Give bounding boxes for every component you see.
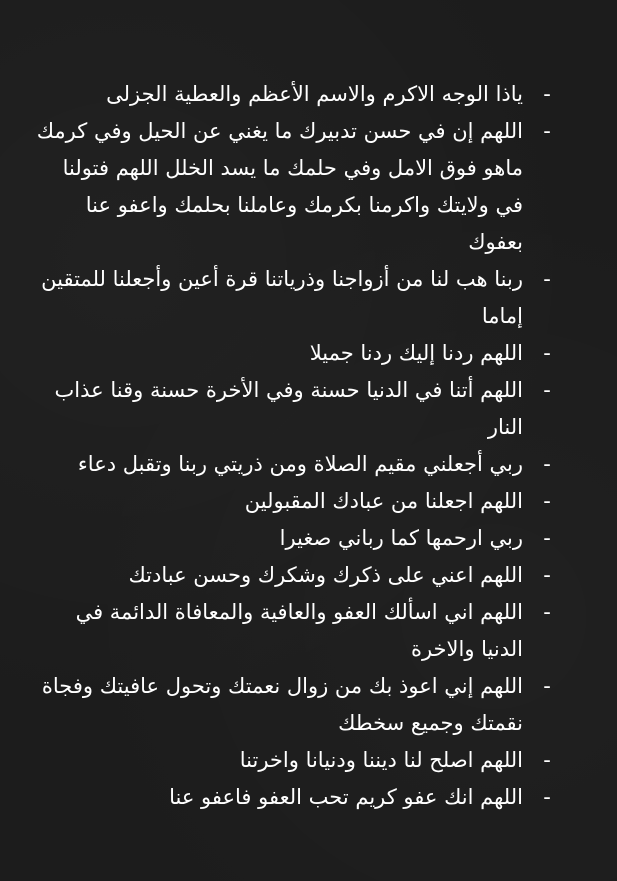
dua-item: [36, 261, 557, 335]
dua-text: ياذا الوجه الاكرم والاسم الأعظم والعطية الجزلى: [106, 82, 523, 106]
dua-text: اللهم أتنا في الدنيا حسنة وفي الأخرة حسنة وقنا عذاب النار: [54, 378, 523, 439]
dash-bullet: -: [543, 563, 551, 587]
dash-bullet: -: [543, 489, 551, 513]
dua-item: [36, 668, 557, 742]
dash-bullet: -: [543, 600, 551, 624]
dua-item: [36, 446, 557, 483]
dua-text: ربي ارحمها كما رباني صغيرا: [279, 526, 523, 550]
dash-bullet: -: [543, 267, 551, 291]
dua-text: اللهم انك عفو كريم تحب العفو فاعفو عنا: [169, 785, 523, 809]
dua-item: [36, 76, 557, 113]
dua-text: اللهم اجعلنا من عبادك المقبولين: [244, 489, 523, 513]
dua-text: اللهم اني اسألك العفو والعافية والمعافاة الدائمة في الدنيا والاخرة: [75, 600, 523, 661]
dua-item: [36, 779, 557, 816]
dash-bullet: -: [543, 452, 551, 476]
dash-bullet: -: [543, 82, 551, 106]
dash-bullet: -: [543, 378, 551, 402]
dash-bullet: -: [543, 674, 551, 698]
dua-item: [36, 594, 557, 668]
dash-bullet: -: [543, 341, 551, 365]
dash-bullet: -: [543, 119, 551, 143]
dua-item: [36, 520, 557, 557]
dua-item: [36, 372, 557, 446]
dua-item: [36, 742, 557, 779]
dua-item: [36, 113, 557, 261]
dua-list: [36, 76, 557, 816]
dash-bullet: -: [543, 748, 551, 772]
dua-item: [36, 335, 557, 372]
dua-text: اللهم ردنا إليك ردنا جميلا: [309, 341, 523, 365]
dua-item: [36, 557, 557, 594]
dua-item: [36, 483, 557, 520]
dua-text: اللهم اصلح لنا ديننا ودنيانا واخرتنا: [239, 748, 523, 772]
dua-text: ربي أجعلني مقيم الصلاة ومن ذريتي ربنا وتقبل دعاء: [77, 452, 523, 476]
dash-bullet: -: [543, 785, 551, 809]
dua-text: اللهم اعني على ذكرك وشكرك وحسن عبادتك: [128, 563, 523, 587]
dua-text: اللهم إن في حسن تدبيرك ما يغني عن الحيل وفي كرمك ماهو فوق الامل وفي حلمك ما يسد الخلل اللهم فتولنا في ولايتك واكرمنا بكرمك وعاملنا بحلمك واعفو عنا بعفوك: [36, 119, 523, 254]
dua-text: ربنا هب لنا من أزواجنا وذرياتنا قرة أعين وأجعلنا للمتقين إماما: [41, 267, 523, 328]
dua-text: اللهم إني اعوذ بك من زوال نعمتك وتحول عافيتك وفجاة نقمتك وجميع سخطك: [41, 674, 523, 735]
dash-bullet: -: [543, 526, 551, 550]
